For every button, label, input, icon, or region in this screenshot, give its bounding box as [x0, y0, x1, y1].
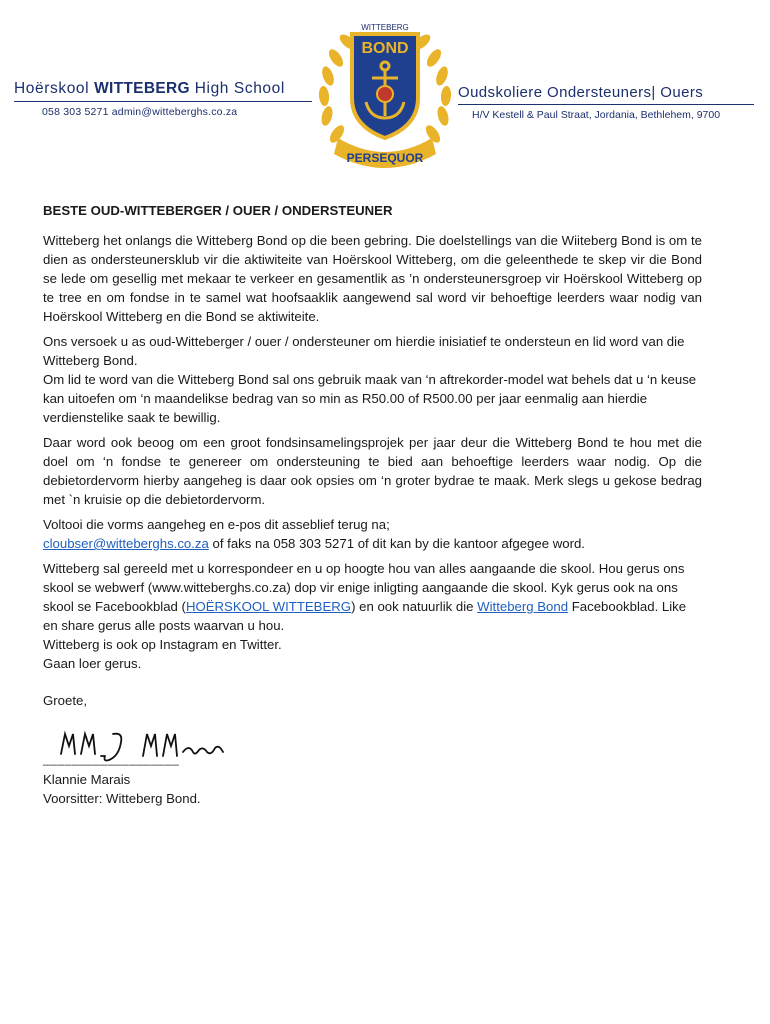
closing: Groete, [43, 693, 87, 708]
school-address: H/V Kestell & Paul Straat, Jordania, Bethlehem, 9700 [472, 109, 721, 121]
school-contact: 058 303 5271 admin@witteberghs.co.za [42, 106, 238, 118]
signatory-title: Voorsitter: Witteberg Bond. [43, 791, 201, 806]
facebook-school-link[interactable]: HOËRSKOOL WITTEBERG [185, 599, 352, 614]
facebook-bond-link[interactable]: Witteberg Bond [477, 599, 569, 614]
header-divider-right [458, 104, 754, 105]
signatory [43, 770, 702, 808]
signature-block [43, 726, 702, 770]
school-name: Hoërskool WITTEBERG High School [14, 80, 285, 97]
witteberg-bond-emblem [310, 6, 460, 176]
header-divider-left [14, 101, 312, 102]
school-header [14, 80, 312, 118]
paragraph-fundraising: Daar word ook beoog om een groot fondsinsamelingsprojek per jaar deur die Witteberg Bond te hou met die doel om ‘n fondse te genereer om ondersteuning te bied aan behoeftige leerders waar nodig. Op die debietordervorm hierby aangeheg is daar ook opsies om ‘n groter bydrae te maak. Merk slegs u gekose bedrag met `n kruisie op die debietordervorm. [43, 435, 702, 507]
emblem-motto: PERSEQUOR [346, 151, 424, 165]
paragraph-request: Ons versoek u as oud-Witteberger / ouer / ondersteuner om hierdie inisiatief te ondersteun en lid word van die Witteberg Bond. [43, 334, 685, 368]
paragraph-correspondence: Witteberg sal gereeld met u korrespondeer en u op hoogte hou van alles aangaande die skool. Hou gerus ons skool se webwerf (www.witteberghs.co.za) dop vir enige inligting aangaande die skool. Kyk gerus ook na ons skool se Facebookblad (HOËRSKOOL WITTEBERG) en ook natuurlik die Witteberg Bond Facebookblad. Like en share gerus alle posts waarvan u hou. Witteberg is ook op Instagram en Twitter. Gaan loer gerus. [43, 561, 687, 671]
letter-body [43, 201, 702, 808]
paragraph-membership: Om lid te word van die Witteberg Bond sal ons gebruik maak van ‘n aftrekorder-model wat behels dat u ‘n keuse kan uitoefen om ‘n maandelikse bedrag van so min as R50.00 of R500.00 per jaar eenmalig aan hierdie verdienstelike saak te bewillig. [43, 372, 697, 425]
groups-header [458, 84, 754, 121]
paragraph-intro: Witteberg het onlangs die Witteberg Bond op die been gebring. Die doelstellings van die Wiiteberg Bond is om te dien as ondersteunersklub vir die aktiwiteite van Hoërskool Witteberg, om die geleenthede te skep vir die Bond se lede om gesellig met mekaar te verkeer en gesamentlik as ’n ondersteunersgroep vir Hoërskool Witteberg op te tree en om fondse in te samel wat hoofsaaklik aangewend sal word vir behoeftige leerders waar nodig van Hoërskool Witteberg en die Bond se aktiwiteite. [43, 233, 702, 324]
emblem-icon [310, 6, 460, 176]
letter-heading: BESTE OUD-WITTEBERGER / OUER / ONDERSTEUNER [43, 203, 393, 218]
paragraph-return-forms: Voltooi die vorms aangeheg en e-pos dit asseblief terug na; cloubser@witteberghs.co.za of faks na 058 303 5271 of dit kan by die kantoor afgegee word. [43, 517, 585, 551]
groups-title: Oudskoliere Ondersteuners| Ouers [458, 84, 704, 101]
signatory-name: Klannie Marais [43, 772, 131, 787]
emblem-top-text: WITTEBERG [361, 23, 409, 32]
emblem-name: BOND [361, 40, 409, 57]
signature-line: ___________________ [43, 752, 180, 766]
email-link[interactable]: cloubser@witteberghs.co.za [43, 536, 209, 551]
